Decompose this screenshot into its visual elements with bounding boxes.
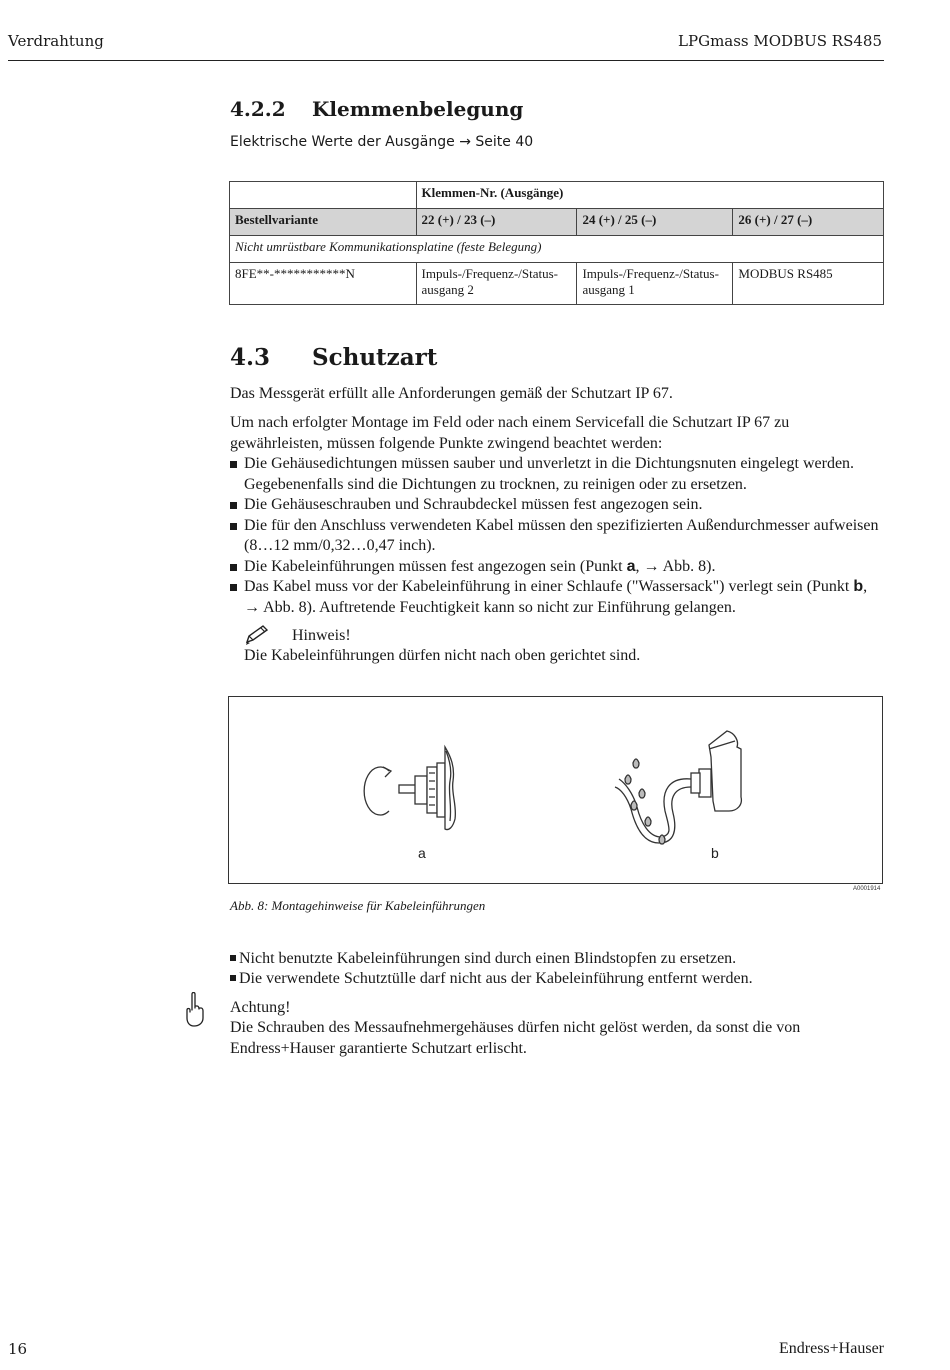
list-item (230, 557, 884, 578)
table-note-row: Nicht umrüstbare Kommunikationsplatine (feste Belegung) (230, 236, 884, 263)
bullet-square-icon (230, 564, 237, 571)
table-corner-cell (230, 182, 417, 209)
pointing-hand-icon (184, 992, 206, 1032)
brand-name: Endress+Hauser (779, 1340, 884, 1357)
list-item-text: Nicht benutzte Kabeleinführungen sind durch einen Blindstopfen zu ersetzen. (239, 950, 737, 967)
table-group-header: Klemmen-Nr. (Ausgänge) (416, 182, 883, 209)
list-item-text: Die Gehäuseschrauben und Schraubdeckel müssen fest angezogen sein. (244, 496, 703, 513)
caution-text: Die Schrauben des Messaufnehmergehäuses dürfen nicht gelöst werden, da sonst die von Endress+Hauser garantierte Schutzart erlischt. (230, 1019, 801, 1057)
list-item (230, 516, 884, 557)
table-row (230, 263, 884, 305)
arrow-right-icon: → (459, 134, 471, 150)
section-title: Schutzart (312, 344, 438, 371)
paragraph-requirements: Um nach erfolgter Montage im Feld oder nach einem Servicefall die Schutzart IP 67 zu gewährleisten, müssen folgende Punkte zwingend beachtet werden: (230, 414, 790, 452)
list-item-text: Die für den Anschluss verwendeten Kabel müssen den spezifizierten Außendurchmesser aufweisen (8…12 mm/0,32…0,47 inch). (244, 516, 879, 554)
cable-entry-illustration (229, 697, 881, 882)
bullet-square-icon (230, 584, 237, 591)
page-number: 16 (8, 1340, 28, 1358)
list-item-text: Das Kabel muss vor der Kabeleinführung in einer Schlaufe ("Wassersack") verlegt sein (Punkt (244, 578, 854, 595)
list-item (230, 454, 884, 495)
table-header-col: 26 (+) / 27 (–) (733, 209, 884, 236)
table-cell: Impuls-/Frequenz-/Status-ausgang 1 (577, 263, 733, 305)
table-cell: Impuls-/Frequenz-/Status-ausgang 2 (416, 263, 577, 305)
bullet-square-icon (230, 523, 237, 530)
table-cell-variant: 8FE**-***********N (230, 263, 417, 305)
bullet-square-icon (230, 461, 237, 468)
point-label-a: a (626, 557, 636, 575)
point-label-b: b (853, 578, 864, 595)
subtitle-text: Elektrische Werte der Ausgänge (230, 134, 455, 150)
section-title: Klemmenbelegung (312, 97, 524, 121)
section-heading-schutzart (230, 344, 437, 371)
figure-caption: Abb. 8: Montagehinweise für Kabeleinführungen (230, 898, 486, 913)
table-header-variant: Bestellvariante (230, 209, 417, 236)
section-number: 4.3 (230, 344, 271, 371)
cable-loop-illustration (615, 731, 741, 844)
paragraph-intro: Das Messgerät erfüllt alle Anforderungen gemäß der Schutzart IP 67. (230, 385, 673, 402)
terminal-assignment-table (229, 181, 884, 305)
figure-id: A0001914 (853, 886, 881, 892)
figure-reference-link[interactable]: , → Abb. 8). (635, 557, 716, 575)
header-section-title: Verdrahtung (8, 32, 104, 50)
figure-label-a: a (418, 845, 426, 861)
table-header-col: 22 (+) / 23 (–) (416, 209, 577, 236)
figure-box (228, 696, 883, 884)
section-subtitle (230, 132, 884, 153)
section-heading-klemmenbelegung (230, 97, 523, 121)
list-item (230, 969, 753, 990)
list-item-text: Die Kabeleinführungen müssen fest angezogen sein (Punkt (244, 557, 627, 575)
header-document-title: LPGmass MODBUS RS485 (678, 32, 882, 50)
list-item (230, 495, 884, 516)
header-divider (8, 60, 884, 61)
bullet-square-icon (230, 502, 237, 509)
list-item-text: Die verwendete Schutztülle darf nicht aus der Kabeleinführung entfernt werden. (239, 970, 753, 987)
table-header-col: 24 (+) / 25 (–) (577, 209, 733, 236)
list-item (230, 949, 736, 970)
bullet-square-icon (230, 955, 236, 961)
section-number: 4.2.2 (230, 97, 286, 121)
requirements-list (230, 454, 884, 618)
tighten-gland-illustration (364, 747, 455, 830)
list-item-text: Die Gehäusedichtungen müssen sauber und unverletzt in die Dichtungsnuten eingelegt werden. Gegebenenfalls sind die Dichtungen zu trocknen, zu reinigen oder zu ersetzen. (244, 455, 855, 493)
bullet-square-icon (230, 975, 236, 981)
page-reference-link[interactable]: Seite 40 (475, 134, 534, 150)
list-item (230, 577, 884, 618)
hint-title: Hinweis! (292, 627, 351, 644)
figure-reference-link[interactable]: , → Abb. 8). Auftretende Feuchtigkeit kann so nicht zur Einführung gelangen. (244, 578, 868, 616)
hint-text: Die Kabeleinführungen dürfen nicht nach oben gerichtet sind. (244, 647, 641, 664)
caution-title: Achtung! (230, 999, 291, 1016)
figure-label-b: b (711, 845, 719, 861)
table-cell: MODBUS RS485 (733, 263, 884, 305)
